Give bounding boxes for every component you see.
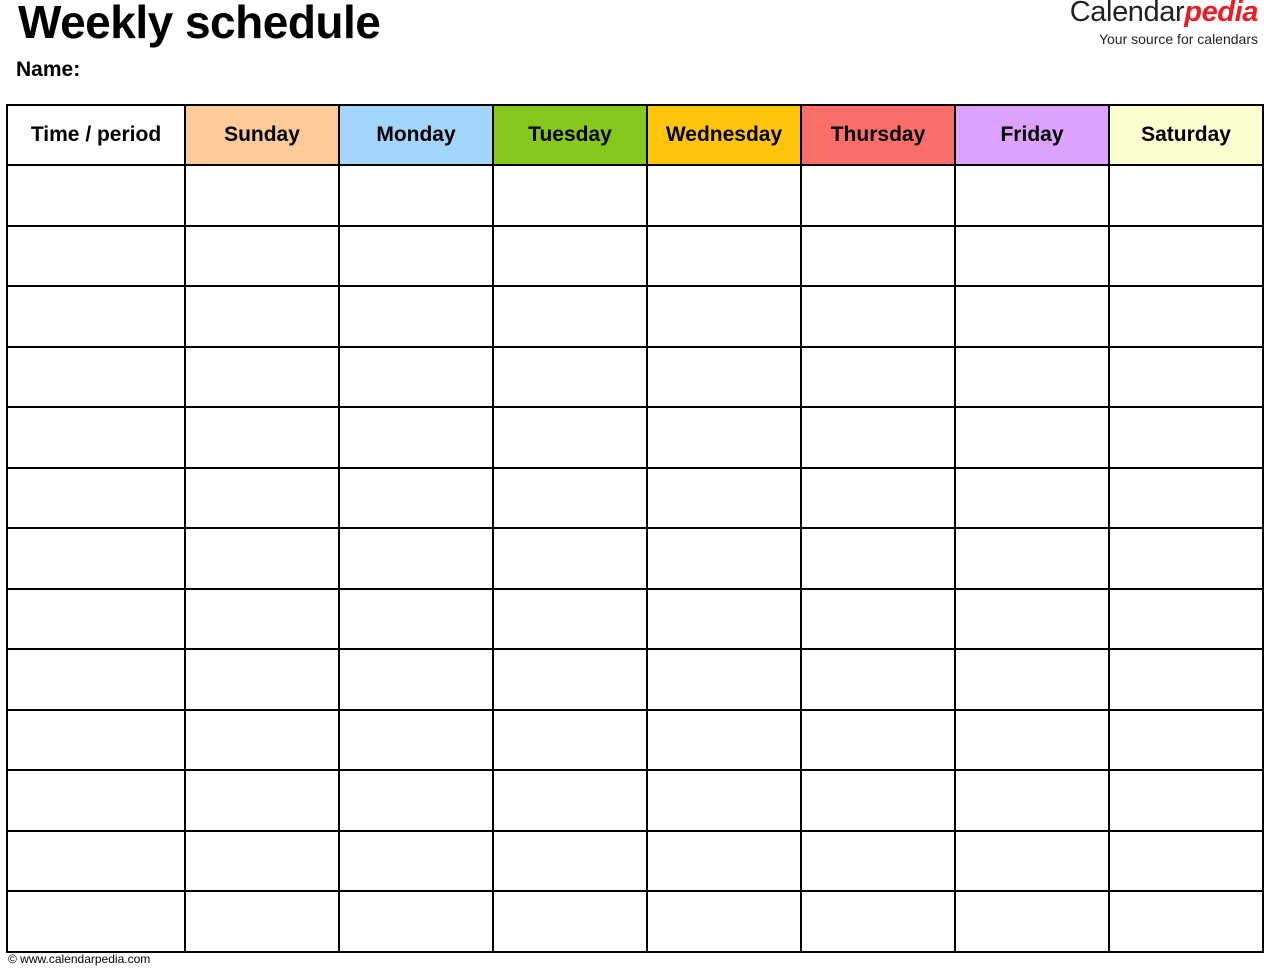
schedule-cell[interactable] [801,165,955,226]
schedule-cell[interactable] [1109,589,1263,650]
schedule-cell[interactable] [955,891,1109,952]
schedule-cell[interactable] [493,589,647,650]
schedule-cell[interactable] [647,468,801,529]
schedule-cell[interactable] [493,528,647,589]
schedule-cell[interactable] [955,226,1109,287]
schedule-cell[interactable] [801,770,955,831]
brand-tagline: Your source for calendars [1098,31,1258,47]
schedule-cell[interactable] [1109,528,1263,589]
brand-name-part2: pedia [1184,0,1258,28]
schedule-cell[interactable] [185,226,339,287]
table-body [7,165,1263,952]
schedule-cell[interactable] [493,831,647,892]
schedule-cell[interactable] [801,468,955,529]
schedule-cell[interactable] [185,347,339,408]
brand-wordmark [1070,0,1258,27]
schedule-cell[interactable] [493,286,647,347]
schedule-cell[interactable] [185,286,339,347]
table-row [7,891,1263,952]
table-row [7,589,1263,650]
schedule-cell[interactable] [339,528,493,589]
table-row [7,770,1263,831]
schedule-cell[interactable] [185,831,339,892]
name-label: Name: [16,58,81,81]
table-row [7,347,1263,408]
schedule-cell[interactable] [801,649,955,710]
schedule-cell[interactable] [493,226,647,287]
schedule-cell[interactable] [185,165,339,226]
schedule-cell[interactable] [185,528,339,589]
table-head [7,105,1263,165]
schedule-cell[interactable] [801,226,955,287]
schedule-cell[interactable] [185,649,339,710]
time-period-cell[interactable] [7,468,185,529]
time-period-cell[interactable] [7,528,185,589]
schedule-cell[interactable] [801,347,955,408]
schedule-cell[interactable] [1109,286,1263,347]
schedule-cell[interactable] [185,589,339,650]
schedule-cell[interactable] [1109,226,1263,287]
time-period-cell[interactable] [7,286,185,347]
schedule-cell[interactable] [493,468,647,529]
schedule-cell[interactable] [339,286,493,347]
time-period-cell[interactable] [7,226,185,287]
schedule-cell[interactable] [1109,891,1263,952]
calendarpedia-logo [1070,0,1258,46]
column-header-saturday: Saturday [1109,105,1263,165]
time-period-cell[interactable] [7,649,185,710]
schedule-cell[interactable] [647,407,801,468]
schedule-table [6,104,1264,953]
schedule-cell[interactable] [647,831,801,892]
time-period-cell[interactable] [7,165,185,226]
schedule-cell[interactable] [185,468,339,529]
schedule-cell[interactable] [1109,165,1263,226]
schedule-cell[interactable] [1109,649,1263,710]
schedule-cell[interactable] [647,891,801,952]
schedule-cell[interactable] [1109,770,1263,831]
column-header-monday: Monday [339,105,493,165]
schedule-cell[interactable] [647,770,801,831]
schedule-cell[interactable] [339,649,493,710]
table-header-row [7,105,1263,165]
schedule-cell[interactable] [801,831,955,892]
schedule-cell[interactable] [1109,831,1263,892]
schedule-cell[interactable] [1109,468,1263,529]
schedule-cell[interactable] [801,528,955,589]
schedule-cell[interactable] [339,831,493,892]
copyright-footer: © www.calendarpedia.com [8,952,151,966]
schedule-cell[interactable] [339,710,493,771]
schedule-cell[interactable] [339,589,493,650]
schedule-cell[interactable] [493,165,647,226]
schedule-cell[interactable] [493,649,647,710]
schedule-cell[interactable] [647,589,801,650]
schedule-cell[interactable] [185,710,339,771]
time-period-cell[interactable] [7,831,185,892]
schedule-cell[interactable] [339,407,493,468]
schedule-cell[interactable] [185,407,339,468]
time-period-cell[interactable] [7,407,185,468]
schedule-cell[interactable] [647,528,801,589]
schedule-cell[interactable] [955,710,1109,771]
time-period-cell[interactable] [7,589,185,650]
schedule-cell[interactable] [801,407,955,468]
schedule-cell[interactable] [955,589,1109,650]
column-header-sunday: Sunday [185,105,339,165]
schedule-cell[interactable] [339,891,493,952]
schedule-cell[interactable] [955,407,1109,468]
schedule-cell[interactable] [801,589,955,650]
schedule-cell[interactable] [955,528,1109,589]
schedule-cell[interactable] [955,286,1109,347]
table-row [7,165,1263,226]
brand-name-part1: Calendar [1069,0,1185,28]
schedule-cell[interactable] [493,347,647,408]
table-row [7,528,1263,589]
table-row [7,468,1263,529]
schedule-cell[interactable] [955,831,1109,892]
schedule-cell[interactable] [647,347,801,408]
schedule-cell[interactable] [339,165,493,226]
schedule-cell[interactable] [339,226,493,287]
time-period-cell[interactable] [7,891,185,952]
schedule-cell[interactable] [339,347,493,408]
schedule-cell[interactable] [801,710,955,771]
table-row [7,710,1263,771]
schedule-cell[interactable] [339,468,493,529]
schedule-cell[interactable] [339,770,493,831]
schedule-cell[interactable] [493,891,647,952]
column-header-tuesday: Tuesday [493,105,647,165]
column-header-thursday: Thursday [801,105,955,165]
table-row [7,407,1263,468]
schedule-cell[interactable] [493,710,647,771]
schedule-cell[interactable] [493,770,647,831]
schedule-cell[interactable] [955,770,1109,831]
page-title: Weekly schedule [18,0,381,48]
schedule-cell[interactable] [801,891,955,952]
column-header-wednesday: Wednesday [647,105,801,165]
schedule-cell[interactable] [1109,407,1263,468]
schedule-cell[interactable] [955,468,1109,529]
time-period-cell[interactable] [7,770,185,831]
table-row [7,649,1263,710]
schedule-cell[interactable] [955,347,1109,408]
schedule-cell[interactable] [647,649,801,710]
table-row [7,831,1263,892]
schedule-cell[interactable] [955,649,1109,710]
schedule-cell[interactable] [647,165,801,226]
column-header-time-period: Time / period [7,105,185,165]
schedule-cell[interactable] [1109,710,1263,771]
schedule-cell[interactable] [801,286,955,347]
schedule-cell[interactable] [185,891,339,952]
page-header [6,0,1262,104]
schedule-cell[interactable] [955,165,1109,226]
schedule-cell[interactable] [1109,347,1263,408]
schedule-cell[interactable] [647,226,801,287]
schedule-cell[interactable] [185,770,339,831]
schedule-cell[interactable] [647,710,801,771]
time-period-cell[interactable] [7,710,185,771]
table-row [7,286,1263,347]
schedule-cell[interactable] [493,407,647,468]
table-row [7,226,1263,287]
schedule-cell[interactable] [647,286,801,347]
time-period-cell[interactable] [7,347,185,408]
column-header-friday: Friday [955,105,1109,165]
